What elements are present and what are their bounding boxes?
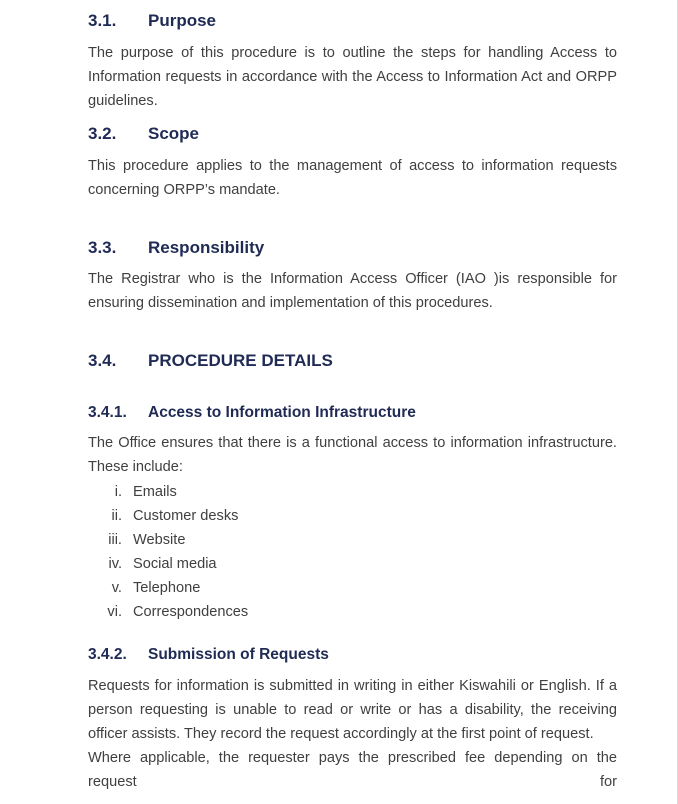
list-item-text: Emails: [133, 484, 177, 500]
list-marker: ii.: [111, 508, 122, 524]
section-number: 3.3.: [88, 238, 117, 257]
list-item-text: Customer desks: [133, 508, 239, 524]
list-item-text: Correspondences: [133, 604, 249, 620]
section-title: Scope: [148, 124, 200, 143]
section-paragraph-scope: This procedure applies to the management of access to information requests concerning ORPP’s mandate.: [88, 158, 617, 198]
subsection-paragraph-fees: Where applicable, the requester pays the prescribed fee depending on the request for: [88, 750, 617, 790]
section-number: 3.2.: [88, 124, 117, 143]
subsection-title: Access to Information Infrastructure: [148, 404, 416, 421]
subsection-paragraph-submission: Requests for information is submitted in writing in either Kiswahili or English. If a person requesting is unable to read or write or has a disability, the receiving officer assists. They record the request accordingly at the first point of request.: [88, 678, 617, 742]
list-item-text: Social media: [133, 556, 217, 572]
section-paragraph-responsibility: The Registrar who is the Information Access Officer (IAO )is responsible for ensuring dissemination and implementation of this procedures.: [88, 271, 617, 311]
section-title: Responsibility: [148, 238, 265, 257]
subsection-title: Submission of Requests: [148, 646, 329, 663]
list-item-text: Website: [133, 532, 186, 548]
section-number: 3.1.: [88, 11, 117, 30]
list-marker: iii.: [108, 532, 122, 548]
list-marker: v.: [111, 580, 122, 596]
section-paragraph-purpose: The purpose of this procedure is to outline the steps for handling Access to Information requests in accordance with the Access to Information Act and ORPP guidelines.: [88, 45, 617, 109]
list-marker: iv.: [108, 556, 122, 572]
section-title: PROCEDURE DETAILS: [148, 351, 333, 370]
section-number: 3.4.: [88, 351, 117, 370]
list-item-text: Telephone: [133, 580, 201, 596]
list-marker: vi.: [107, 604, 122, 620]
subsection-number: 3.4.1.: [88, 404, 127, 421]
list-marker: i.: [114, 484, 122, 500]
section-title: Purpose: [148, 11, 217, 30]
subsection-number: 3.4.2.: [88, 646, 127, 663]
subsection-paragraph-infrastructure: The Office ensures that there is a functional access to information infrastructure. These include:: [88, 435, 617, 475]
